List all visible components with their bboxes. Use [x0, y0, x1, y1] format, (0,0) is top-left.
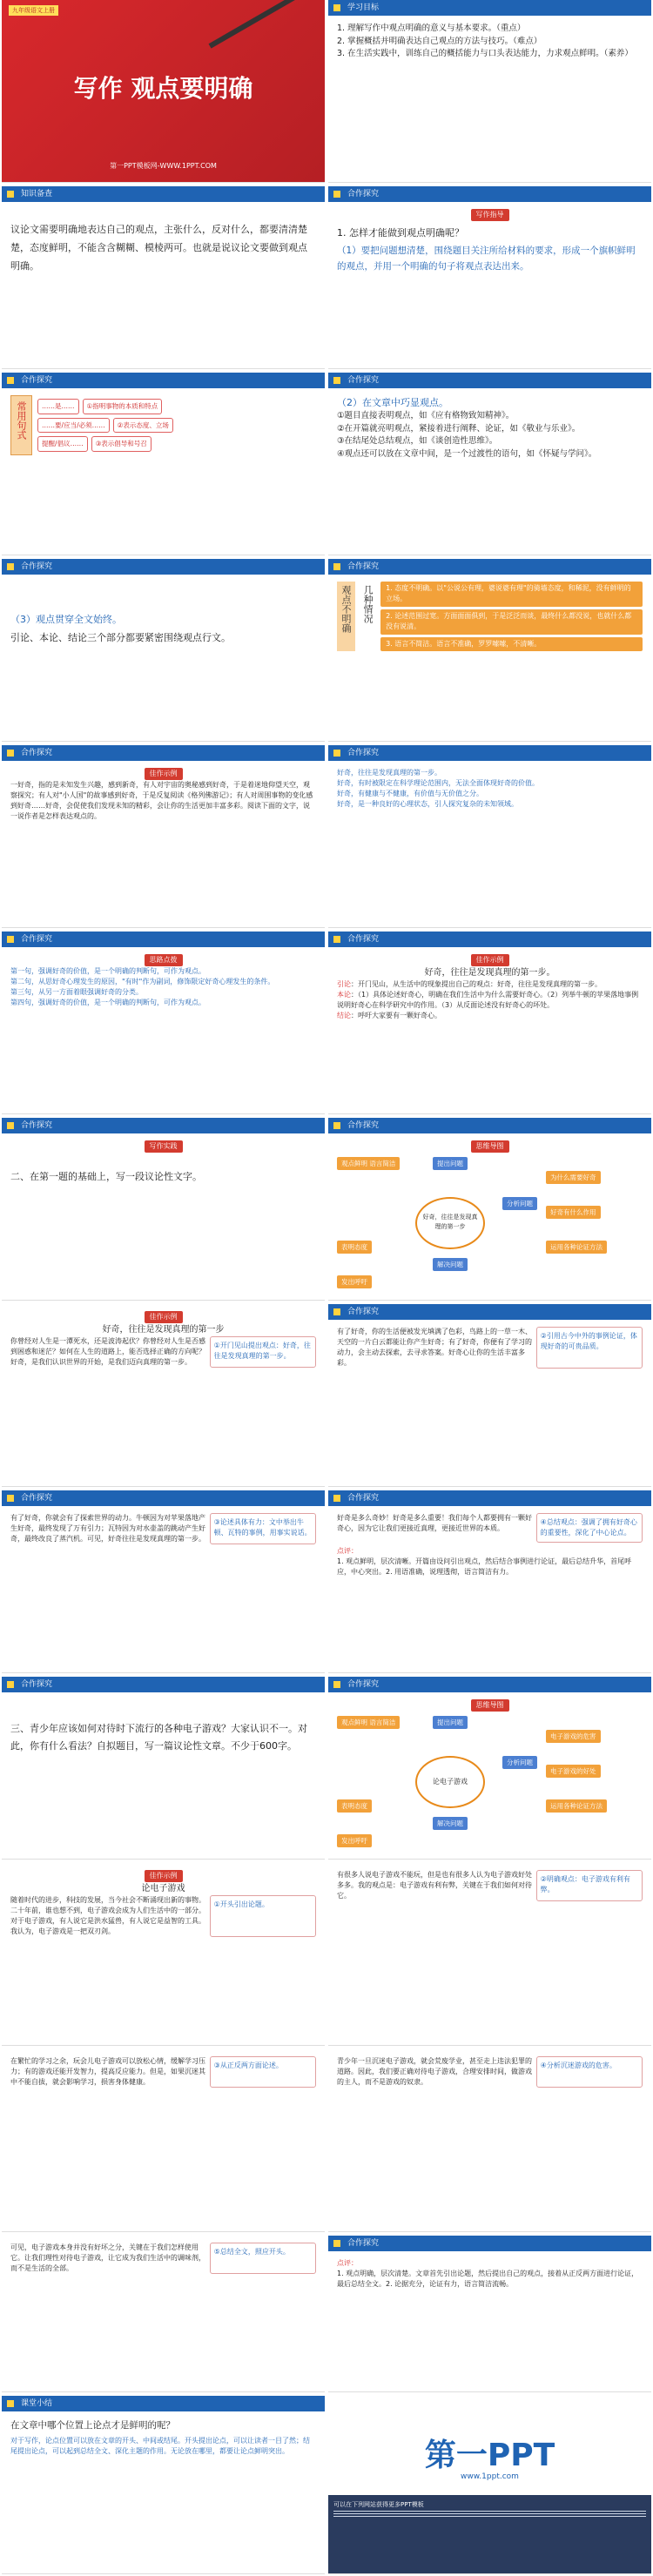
task-text: 三、青少年应该如何对待时下流行的各种电子游戏？大家认识不一。对此，你有什么看法？自拟题目，写一篇议论性文章。不少于600字。	[10, 1723, 307, 1752]
mind-node: 观点鲜明 语言简洁	[337, 1716, 400, 1730]
goals-slide	[328, 0, 651, 183]
essay-note: ④总结观点：强调了拥有好奇心的重要性，深化了中心论点。	[536, 1513, 643, 1543]
mind-node: 提出问题	[433, 1157, 468, 1171]
header-square-icon	[7, 2400, 14, 2407]
slide-header	[2, 1677, 325, 1692]
slide-header	[2, 373, 325, 388]
row-text: （1）具体论述好奇心，明确在我们生活中为什么需要好奇心。（2）列举牛顿的苹果落地事例说明好奇心在科学研究中的作用。（3）从反面论述没有好奇心的坏处。	[337, 991, 639, 1009]
analysis2-slide	[2, 932, 325, 1114]
slide-header	[2, 745, 325, 761]
pattern-note: ②表示态度、立场	[113, 418, 173, 434]
essay5-slide	[2, 1863, 325, 2046]
header-text: 合作探究	[347, 2239, 380, 2248]
explore5-slide	[328, 559, 651, 742]
example-tag: 佳作示例	[145, 768, 183, 780]
mind-node: 分析问题	[502, 1197, 537, 1211]
explore1-slide	[328, 186, 651, 369]
mind-node: 观点鲜明 语言简洁	[337, 1157, 400, 1171]
header-text: 课堂小结	[21, 2399, 53, 2408]
slide-header	[2, 559, 325, 575]
header-square-icon	[7, 936, 14, 943]
slide-header	[2, 1118, 325, 1133]
site-url[interactable]: www.1ppt.com	[461, 2472, 519, 2481]
header-square-icon	[7, 563, 14, 570]
analysis3-slide: 合作探究 佳作示例 好奇，往往是发现真理的第一步。 引论：开门见山，从生活中的现象提出自己的观点：好奇，往往是发现真理的第一步。 本论：（1）具体论述好奇心，明确在我们生活中为什么需要好奇心。（2）列举牛顿的苹果落地事例说明好奇心在科学研究中的作用。（3）从反面论述没有好奇心的坏处。 结论：呼吁大家要有一颗好奇心。	[328, 932, 651, 1114]
mind-node: 解决问题	[433, 1817, 468, 1831]
analysis-point: 好奇，有健康与不健康，有价值与无价值之分。	[337, 790, 483, 797]
example-tag: 佳作示例	[145, 1311, 183, 1323]
unclear-label: 观点不明确	[337, 582, 355, 651]
cover-slide	[2, 0, 325, 183]
essay-note: ①开门见山提出观点：好奇，往往是发现真理的第一步。	[210, 1336, 316, 1368]
essay-text: 你曾经对人生是一潭死水，还是波涛起伏？你曾经对人生是否感到困惑和迷茫？如何在人生的道路上，能否选择正确的方向呢？好奇，是我们认识世界的开始，是我们迈向真理的第一步。	[10, 1337, 205, 1366]
header-text: 合作探究	[347, 376, 380, 385]
example1-slide	[2, 745, 325, 928]
situations-label: 几种情况	[362, 585, 374, 623]
header-square-icon	[7, 1681, 14, 1688]
example-text: 一好奇，指的是未知发生兴趣，感到新奇，有人对宇宙的奥秘感到好奇，于是着迷地仰望天空，观察探究；有人对"小人国"的故事感到好奇，于是反复阅读《格列佛游记》；有人对周围事物的变化感到好奇……好奇，会促使我们发现未知的精彩，会让你的生活更加丰富多彩。阅读下面的文字，说一说作者是怎样表达观点的。	[10, 781, 313, 820]
goal-item: 1. 理解写作中观点明确的意义与基本要求。（重点）	[337, 24, 526, 33]
mind-node: 运用各种论证方法	[546, 1241, 607, 1254]
essay-text: 青少年一旦沉迷电子游戏，就会荒废学业，甚至走上违法犯罪的道路。因此，我们要正确对待电子游戏，合理安排时间，做游戏的主人，而不是游戏的奴隶。	[337, 2057, 532, 2086]
list-item: ②在开篇就亮明观点，紧接着进行阐释、论证，如《敬业与乐业》。	[337, 423, 581, 434]
slide-header	[328, 932, 651, 947]
task2-slide	[2, 1677, 325, 1860]
pattern-row: 提醒/倡议……	[37, 436, 88, 452]
essay-text: 有很多人说电子游戏不能玩，但是也有很多人认为电子游戏好处多多。我的观点是：电子游戏有利有弊，关键在于我们如何对待它。	[337, 1871, 532, 1900]
mind-center: 好奇，往往是发现真理的第一步	[415, 1197, 485, 1249]
section-title: （3）观点贯穿全文始终。	[10, 614, 122, 625]
header-square-icon	[333, 191, 340, 198]
header-square-icon	[333, 936, 340, 943]
task-text: 二、在第一题的基础上，写一段议论性文字。	[10, 1170, 202, 1182]
mind-node: 分析问题	[502, 1756, 537, 1770]
example-tag: 佳作示例	[145, 1870, 183, 1882]
essay-note: ②明确观点：电子游戏有利有弊。	[536, 1870, 643, 1901]
mindmap	[337, 1153, 643, 1301]
mind-node: 为什么需要好奇	[546, 1171, 601, 1185]
header-square-icon	[333, 377, 340, 384]
header-square-icon	[333, 2240, 340, 2247]
slide-header	[328, 0, 651, 16]
header-text: 合作探究	[21, 1680, 53, 1689]
header-text: 合作探究	[347, 190, 380, 198]
header-text: 学习目标	[347, 3, 380, 12]
situation-item: 3. 语言不简洁。语言不准确，罗罗嗦嗦，不清晰。	[380, 637, 643, 651]
mind2-slide	[328, 1677, 651, 1860]
header-text: 合作探究	[347, 1494, 380, 1503]
slide-header	[2, 1490, 325, 1506]
header-square-icon	[333, 4, 340, 11]
header-text: 合作探究	[347, 749, 380, 757]
comment2-slide	[328, 2236, 651, 2392]
comment-title: 点评：	[337, 2259, 358, 2267]
analysis-point: 好奇，是一种良好的心理状态，引人探究复杂的未知领域。	[337, 800, 518, 808]
essay-text: 在繁忙的学习之余，玩会儿电子游戏可以放松心情，缓解学习压力；有的游戏还能开发智力，提高反应能力。但是，如果沉迷其中不能自拔，就会影响学习，损害身体健康。	[10, 2057, 205, 2086]
header-square-icon	[333, 1122, 340, 1129]
header-square-icon	[333, 1495, 340, 1502]
practice-tag: 写作实践	[145, 1140, 183, 1153]
comment-title: 点评：	[337, 1547, 358, 1555]
explore4-slide	[2, 559, 325, 742]
summary-text: 对于写作，论点位置可以放在文章的开头、中间或结尾。开头提出论点，可以让读者一目了然；结尾提出论点，可以起到总结全文、深化主题的作用。无论放在哪里，都要让论点鲜明突出。	[10, 2437, 310, 2456]
mind-node: 电子游戏的好处	[546, 1765, 601, 1779]
header-text: 合作探究	[21, 935, 53, 944]
knowledge-slide	[2, 186, 325, 369]
mind-node: 表明态度	[337, 1799, 372, 1813]
analysis-item: 第二句，从思好奇心理发生的原因，"有时"作为副词，修饰限定好奇心理发生的条件。	[10, 978, 275, 985]
example-tag: 佳作示例	[471, 954, 509, 966]
essay-title: 论电子游戏	[141, 1884, 185, 1893]
analysis-item: 第一句，强调好奇的价值，是一个明确的判断句，可作为观点。	[10, 967, 205, 975]
cover-title: 写作 观点要明确	[73, 74, 253, 103]
header-square-icon	[333, 1681, 340, 1688]
header-square-icon	[7, 191, 14, 198]
essay6-slide	[328, 1863, 651, 2046]
essay2-slide	[328, 1304, 651, 1487]
mind-node: 运用各种论证方法	[546, 1799, 607, 1813]
pattern-label: 常用句式	[10, 395, 32, 455]
slide-header	[328, 745, 651, 761]
essay-note: ②引用古今中外的事例论证，体现好奇的可贵品质。	[536, 1327, 643, 1369]
header-square-icon	[7, 750, 14, 757]
pen-decoration	[209, 0, 302, 49]
header-text: 合作探究	[347, 562, 380, 571]
situation-item: 1. 态度不明确。以"公说公有理，婆说婆有理"的骑墙态度，和稀泥，没有鲜明的立场。	[380, 582, 643, 607]
slide-header	[2, 2396, 325, 2411]
essay7-slide	[2, 2049, 325, 2232]
grade-badge: 九年级语文上册	[9, 5, 58, 16]
cover-subtitle: 第一PPT模板网-WWW.1PPT.COM	[110, 162, 217, 170]
mind1-slide	[328, 1118, 651, 1301]
row-label: 引论	[337, 980, 351, 988]
task1-slide	[2, 1118, 325, 1301]
pattern-note: ①指明事物的本质和特点	[83, 399, 163, 414]
header-text: 合作探究	[21, 1121, 53, 1130]
comment-text: 1. 观点鲜明，层次清晰。开篇由设问引出观点，然后结合事例进行论证，最后总结升华，首尾呼应，中心突出。2. 用语准确，说理透彻，语言简洁有力。	[337, 1557, 632, 1576]
analysis-item: 第三句，从另一方面着眼强调好奇的分类。	[10, 988, 143, 996]
essay8-slide	[328, 2049, 651, 2232]
comment-text: 1. 观点明确，层次清楚。文章首先引出论题，然后提出自己的观点，接着从正反两方面进行论证，最后总结全文。2. 论据充分，论证有力，语言简洁流畅。	[337, 2270, 639, 2288]
header-text: 合作探究	[347, 935, 380, 944]
slide-header	[328, 1490, 651, 1506]
essay-text: 随着时代的进步，科技的发展，当今社会不断涌现出新的事物。二十年前，谁也想不到，电子游戏会成为人们生活中的一部分。对于电子游戏，有人说它是洪水猛兽，有人说它是益智的工具。我认为，电子游戏是一把双刃剑。	[10, 1896, 205, 1935]
slide-header	[2, 932, 325, 947]
analysis1-slide	[328, 745, 651, 928]
question: 1. 怎样才能做到观点明确呢？	[337, 226, 464, 239]
row-label: 结论	[337, 1012, 351, 1019]
essay-note: ④分析沉迷游戏的危害。	[536, 2056, 643, 2088]
header-square-icon	[7, 1122, 14, 1129]
mind-node: 发出呼吁	[337, 1275, 372, 1289]
essay-note: ⑤总结全文，照应开头。	[210, 2243, 316, 2274]
list-item: ③在结尾处总结观点，如《谈创造性思维》。	[337, 436, 498, 447]
slide-header	[328, 559, 651, 575]
mind-node: 好奇有什么作用	[546, 1206, 601, 1220]
goal-item: 2. 掌握概括并明确表达自己观点的方法与技巧。（难点）	[337, 36, 542, 46]
mind-node: 表明态度	[337, 1241, 372, 1254]
essay3-slide	[2, 1490, 325, 1673]
essay-note: ①开头引出论题。	[210, 1895, 316, 1937]
explore3-slide	[328, 373, 651, 555]
essay-note: ③从正反两方面论述。	[210, 2056, 316, 2088]
writing-guide-tag: 写作指导	[471, 209, 509, 221]
mindmap-tag: 思维导图	[471, 1699, 509, 1712]
essay-title: 好奇，往往是发现真理的第一步	[102, 1325, 225, 1335]
summary-slide	[2, 2396, 325, 2574]
section-text: 引论、本论、结论三个部分都要紧密围绕观点行文。	[10, 631, 231, 643]
essay1-slide	[2, 1304, 325, 1487]
header-text: 合作探究	[21, 562, 53, 571]
header-text: 合作探究	[347, 1121, 380, 1130]
slide-header	[328, 1677, 651, 1692]
footer-text: 可以在下列网站获得更多PPT模板	[333, 2501, 424, 2508]
header-text: 合作探究	[21, 749, 53, 757]
footer-panel	[328, 2495, 651, 2573]
header-text: 合作探究	[21, 1494, 53, 1503]
analysis-item: 第四句，强调好奇的价值，是一个明确的判断句，可作为观点。	[10, 999, 205, 1006]
pattern-row: ……要/应当/必须……	[37, 418, 110, 434]
essay4-slide	[328, 1490, 651, 1673]
essay-note: ③论述具体有力：文中举出牛顿、瓦特的事例，用事实说话。	[210, 1513, 316, 1544]
explore2-slide	[2, 373, 325, 555]
ppt-logo: 第一PPT	[424, 2438, 555, 2473]
header-square-icon	[333, 750, 340, 757]
analysis-point: 好奇，有时被限定在科学理论范围内，无法全面体现好奇的价值。	[337, 779, 539, 787]
essay-text: 有了好奇，你的生活便被发光填满了色彩，鸟路上的一草一木、天空的一片白云都能让你产生好奇；有了好奇，你便有了学习的动力，会主动去探索，去寻求答案。好奇心让你的生活丰富多彩。	[337, 1328, 532, 1367]
list-item: ①题目直接表明观点，如《应有格物致知精神》。	[337, 411, 515, 421]
situation-item: 2. 论述范围过宽。方面面面俱到，于是泛泛而谈，最终什么都没说，也就什么都没有说清。	[380, 609, 643, 635]
header-square-icon	[7, 1495, 14, 1502]
header-square-icon	[7, 377, 14, 384]
knowledge-text: 议论文需要明确地表达自己的观点，主张什么，反对什么，都要清清楚楚，态度鲜明，不能含含糊糊、模棱两可。也就是说议论文要做到观点明确。	[10, 224, 307, 272]
mind-node: 解决问题	[433, 1258, 468, 1272]
header-text: 合作探究	[347, 1680, 380, 1689]
answer: （1）要把问题想清楚，围绕题目关注所给材料的要求，形成一个旗帜鲜明的观点，并用一个明确的句子将观点表达出来。	[337, 245, 636, 272]
row-label: 本论	[337, 991, 351, 999]
list-item: ④观点还可以放在文章中间，是一个过渡性的语句，如《怀疑与学问》。	[337, 449, 597, 460]
slide-header	[328, 186, 651, 202]
pattern-row: ……是……	[37, 399, 79, 414]
header-text: 知识备查	[21, 190, 53, 198]
essay-text: 好奇是多么奇妙！好奇是多么重要！我们每个人都要拥有一颗好奇心，因为它让我们更接近真理，更接近世界的本质。	[337, 1514, 532, 1532]
mind-node: 电子游戏的危害	[546, 1730, 601, 1744]
slide-header	[328, 2236, 651, 2251]
row-text: 开门见山，从生活中的现象提出自己的观点：好奇，往往是发现真理的第一步。	[358, 980, 602, 988]
goal-item: 3. 在生活实践中，训练自己的概括能力与口头表达能力，力求观点鲜明。（素养）	[337, 49, 633, 59]
tip-tag: 思路点拨	[145, 954, 183, 966]
mind-node: 发出呼吁	[337, 1834, 372, 1848]
row-text: 呼吁大家要有一颗好奇心。	[358, 1012, 441, 1019]
header-text: 合作探究	[21, 376, 53, 385]
header-text: 合作探究	[347, 1308, 380, 1316]
mindmap-tag: 思维导图	[471, 1140, 509, 1153]
mind-node: 提出问题	[433, 1716, 468, 1730]
slide-header	[328, 1304, 651, 1320]
end-slide	[328, 2396, 651, 2574]
essay-title: 好奇，往往是发现真理的第一步。	[424, 968, 555, 978]
section-title: （2）在文章中巧显观点。	[337, 397, 448, 408]
essay9-slide	[2, 2236, 325, 2392]
mind-center: 论电子游戏	[415, 1756, 485, 1808]
summary-question: 在文章中哪个位置上论点才是鲜明的呢？	[10, 2420, 175, 2431]
pattern-note: ③表示倡导和号召	[91, 436, 151, 452]
header-square-icon	[333, 1308, 340, 1315]
mindmap	[337, 1712, 643, 1860]
slide-header	[2, 186, 325, 202]
essay-text: 有了好奇，你就会有了探索世界的动力。牛顿因为对苹果落地产生好奇，最终发现了万有引力；瓦特因为对水壶盖的跳动产生好奇，最终改良了蒸汽机。可见，好奇往往是发现真理的第一步。	[10, 1514, 205, 1543]
slide-header	[328, 1118, 651, 1133]
essay-text: 可见，电子游戏本身并没有好坏之分，关键在于我们怎样使用它。让我们理性对待电子游戏，让它成为我们生活中的调味剂，而不是生活的全部。	[10, 2243, 205, 2272]
slide-header	[328, 373, 651, 388]
analysis-point: 好奇，往往是发现真理的第一步。	[337, 769, 441, 777]
header-square-icon	[333, 563, 340, 570]
